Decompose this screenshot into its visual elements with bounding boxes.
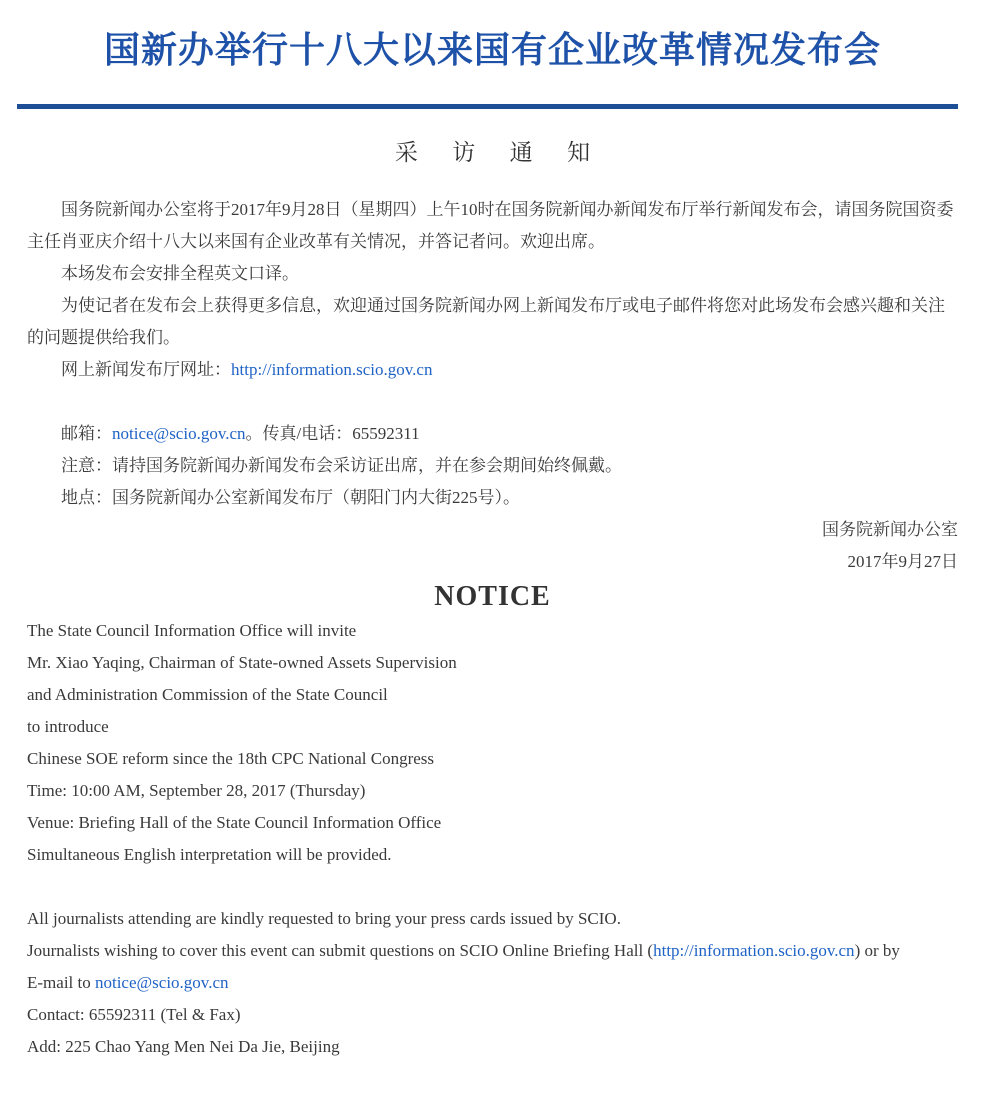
fax-phone-text: 。传真/电话：65592311	[245, 424, 420, 443]
page-title: 国新办举行十八大以来国有企业改革情况发布会	[103, 29, 881, 70]
signoff-date: 2017年9月27日	[847, 552, 958, 571]
signoff-organization: 国务院新闻办公室	[822, 520, 958, 539]
english-notice-heading: NOTICE	[434, 581, 551, 612]
title-divider	[17, 104, 958, 109]
en-line-commission: and Administration Commission of the State Council	[27, 685, 388, 704]
submit-prefix-text: Journalists wishing to cover this event can submit questions on SCIO Online Briefing Hall (	[27, 941, 654, 960]
en-line-interpretation: Simultaneous English interpretation will be provided.	[27, 845, 392, 864]
paragraph-questions: 为使记者在发布会上获得更多信息，欢迎通过国务院新闻办网上新闻发布厅或电子邮件将您对此场发布会感兴趣和关注的问题提供给我们。	[27, 296, 945, 347]
paragraph-note: 注意：请持国务院新闻办新闻发布会采访证出席，并在参会期间始终佩戴。	[61, 456, 622, 475]
en-line-press-cards: All journalists attending are kindly requested to bring your press cards issued by SCIO.	[27, 909, 621, 928]
chinese-notice-body	[0, 194, 985, 578]
submit-suffix-text: ) or by	[854, 941, 900, 960]
paragraph-location: 地点：国务院新闻办公室新闻发布厅（朝阳门内大街225号）。	[61, 488, 520, 507]
en-line-contact: Contact: 65592311 (Tel & Fax)	[27, 1005, 241, 1024]
website-label: 网上新闻发布厅网址：	[61, 360, 231, 379]
email-link-en[interactable]: notice@scio.gov.cn	[94, 973, 229, 992]
en-line-speaker: Mr. Xiao Yaqing, Chairman of State-owned Assets Supervision	[27, 653, 457, 672]
en-line-address: Add: 225 Chao Yang Men Nei Da Jie, Beijing	[27, 1037, 340, 1056]
online-briefing-hall-link-en[interactable]: http://information.scio.gov.cn	[653, 941, 855, 960]
paragraph-website	[27, 354, 958, 386]
email-prefix-text: E-mail to	[27, 973, 95, 992]
english-notice-body	[0, 615, 985, 1063]
en-line-topic: Chinese SOE reform since the 18th CPC National Congress	[27, 749, 435, 768]
paragraph-email-contact	[27, 418, 958, 450]
en-line-time: Time: 10:00 AM, September 28, 2017 (Thursday)	[27, 781, 366, 800]
email-label: 邮箱：	[61, 424, 112, 443]
paragraph-event-info: 国务院新闻办公室将于2017年9月28日（星期四）上午10时在国务院新闻办新闻发布厅举行新闻发布会，请国务院国资委主任肖亚庆介绍十八大以来国有企业改革有关情况，并答记者问。欢迎出席。	[27, 200, 954, 251]
en-line-venue: Venue: Briefing Hall of the State Council Information Office	[27, 813, 442, 832]
paragraph-interpretation: 本场发布会安排全程英文口译。	[61, 264, 299, 283]
en-line-submit-questions	[27, 935, 958, 967]
en-line-invite: The State Council Information Office will invite	[27, 621, 357, 640]
chinese-notice-heading: 采 访 通 知	[394, 139, 605, 165]
blank-line-spacer	[27, 871, 958, 903]
en-line-email	[27, 967, 958, 999]
email-link-zh[interactable]: notice@scio.gov.cn	[112, 424, 246, 443]
en-line-introduce: to introduce	[27, 717, 109, 736]
online-briefing-hall-link-zh[interactable]: http://information.scio.gov.cn	[231, 360, 433, 379]
